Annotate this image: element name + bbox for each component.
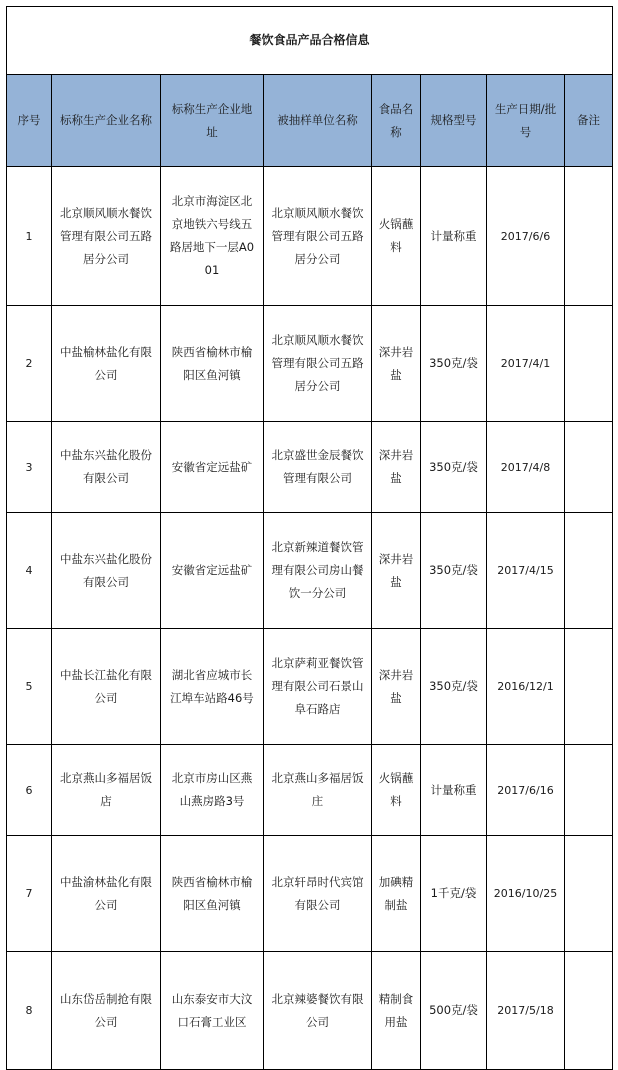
qualified-products-table	[6, 6, 613, 1070]
producer-address-cell: 安徽省定远盐矿	[161, 422, 264, 513]
table-title: 餐饮食品产品合格信息	[7, 7, 613, 75]
remarks-cell	[565, 836, 613, 952]
table-row	[7, 629, 613, 745]
row-number-cell: 3	[7, 422, 52, 513]
specification-cell: 350克/袋	[421, 422, 487, 513]
producer-name-cell: 中盐东兴盐化股份有限公司	[52, 422, 161, 513]
remarks-cell	[565, 422, 613, 513]
food-name-cell: 深井岩盐	[372, 513, 421, 629]
producer-address-cell: 北京市海淀区北京地铁六号线五路居地下一层A001	[161, 167, 264, 306]
header-cell: 生产日期/批号	[487, 75, 565, 167]
header-cell: 序号	[7, 75, 52, 167]
remarks-cell	[565, 952, 613, 1070]
producer-address-cell: 安徽省定远盐矿	[161, 513, 264, 629]
food-name-cell: 加碘精制盐	[372, 836, 421, 952]
row-number-cell: 2	[7, 306, 52, 422]
remarks-cell	[565, 167, 613, 306]
producer-name-cell: 中盐渝林盐化有限公司	[52, 836, 161, 952]
sampled-unit-cell: 北京顺风顺水餐饮管理有限公司五路居分公司	[264, 167, 372, 306]
production-date-cell: 2016/10/25	[487, 836, 565, 952]
producer-name-cell: 中盐东兴盐化股份有限公司	[52, 513, 161, 629]
specification-cell: 计量称重	[421, 745, 487, 836]
remarks-cell	[565, 629, 613, 745]
table-row	[7, 745, 613, 836]
producer-address-cell: 陕西省榆林市榆阳区鱼河镇	[161, 836, 264, 952]
food-name-cell: 深井岩盐	[372, 629, 421, 745]
production-date-cell: 2017/6/16	[487, 745, 565, 836]
specification-cell: 1千克/袋	[421, 836, 487, 952]
header-cell: 食品名称	[372, 75, 421, 167]
producer-name-cell: 北京燕山多福居饭店	[52, 745, 161, 836]
remarks-cell	[565, 306, 613, 422]
producer-address-cell: 山东泰安市大汶口石膏工业区	[161, 952, 264, 1070]
specification-cell: 计量称重	[421, 167, 487, 306]
food-name-cell: 深井岩盐	[372, 422, 421, 513]
table-row	[7, 836, 613, 952]
table-row	[7, 306, 613, 422]
remarks-cell	[565, 745, 613, 836]
producer-name-cell: 北京顺风顺水餐饮管理有限公司五路居分公司	[52, 167, 161, 306]
producer-name-cell: 山东岱岳制抢有限公司	[52, 952, 161, 1070]
header-cell: 标称生产企业地址	[161, 75, 264, 167]
sampled-unit-cell: 北京燕山多福居饭庄	[264, 745, 372, 836]
sampled-unit-cell: 北京盛世金辰餐饮管理有限公司	[264, 422, 372, 513]
specification-cell: 350克/袋	[421, 513, 487, 629]
producer-name-cell: 中盐榆林盐化有限公司	[52, 306, 161, 422]
sampled-unit-cell: 北京轩昂时代宾馆有限公司	[264, 836, 372, 952]
production-date-cell: 2017/4/8	[487, 422, 565, 513]
producer-address-cell: 陕西省榆林市榆阳区鱼河镇	[161, 306, 264, 422]
specification-cell: 350克/袋	[421, 629, 487, 745]
header-cell: 备注	[565, 75, 613, 167]
producer-address-cell: 北京市房山区燕山燕房路3号	[161, 745, 264, 836]
sampled-unit-cell: 北京顺风顺水餐饮管理有限公司五路居分公司	[264, 306, 372, 422]
sampled-unit-cell: 北京萨莉亚餐饮管理有限公司石景山阜石路店	[264, 629, 372, 745]
producer-address-cell: 湖北省应城市长江埠车站路46号	[161, 629, 264, 745]
document-page	[6, 6, 613, 1070]
row-number-cell: 7	[7, 836, 52, 952]
row-number-cell: 6	[7, 745, 52, 836]
row-number-cell: 8	[7, 952, 52, 1070]
header-cell: 规格型号	[421, 75, 487, 167]
table-row	[7, 422, 613, 513]
row-number-cell: 5	[7, 629, 52, 745]
sampled-unit-cell: 北京新辣道餐饮管理有限公司房山餐饮一分公司	[264, 513, 372, 629]
title-row	[7, 7, 613, 75]
producer-name-cell: 中盐长江盐化有限公司	[52, 629, 161, 745]
food-name-cell: 深井岩盐	[372, 306, 421, 422]
remarks-cell	[565, 513, 613, 629]
header-row	[7, 75, 613, 167]
production-date-cell: 2016/12/1	[487, 629, 565, 745]
production-date-cell: 2017/5/18	[487, 952, 565, 1070]
table-row	[7, 167, 613, 306]
row-number-cell: 1	[7, 167, 52, 306]
food-name-cell: 火锅蘸料	[372, 745, 421, 836]
sampled-unit-cell: 北京辣婆餐饮有限公司	[264, 952, 372, 1070]
header-cell: 被抽样单位名称	[264, 75, 372, 167]
food-name-cell: 火锅蘸料	[372, 167, 421, 306]
food-name-cell: 精制食用盐	[372, 952, 421, 1070]
table-row	[7, 513, 613, 629]
table-row	[7, 952, 613, 1070]
table-body	[7, 167, 613, 1070]
row-number-cell: 4	[7, 513, 52, 629]
production-date-cell: 2017/6/6	[487, 167, 565, 306]
header-cell: 标称生产企业名称	[52, 75, 161, 167]
production-date-cell: 2017/4/15	[487, 513, 565, 629]
specification-cell: 500克/袋	[421, 952, 487, 1070]
production-date-cell: 2017/4/1	[487, 306, 565, 422]
specification-cell: 350克/袋	[421, 306, 487, 422]
